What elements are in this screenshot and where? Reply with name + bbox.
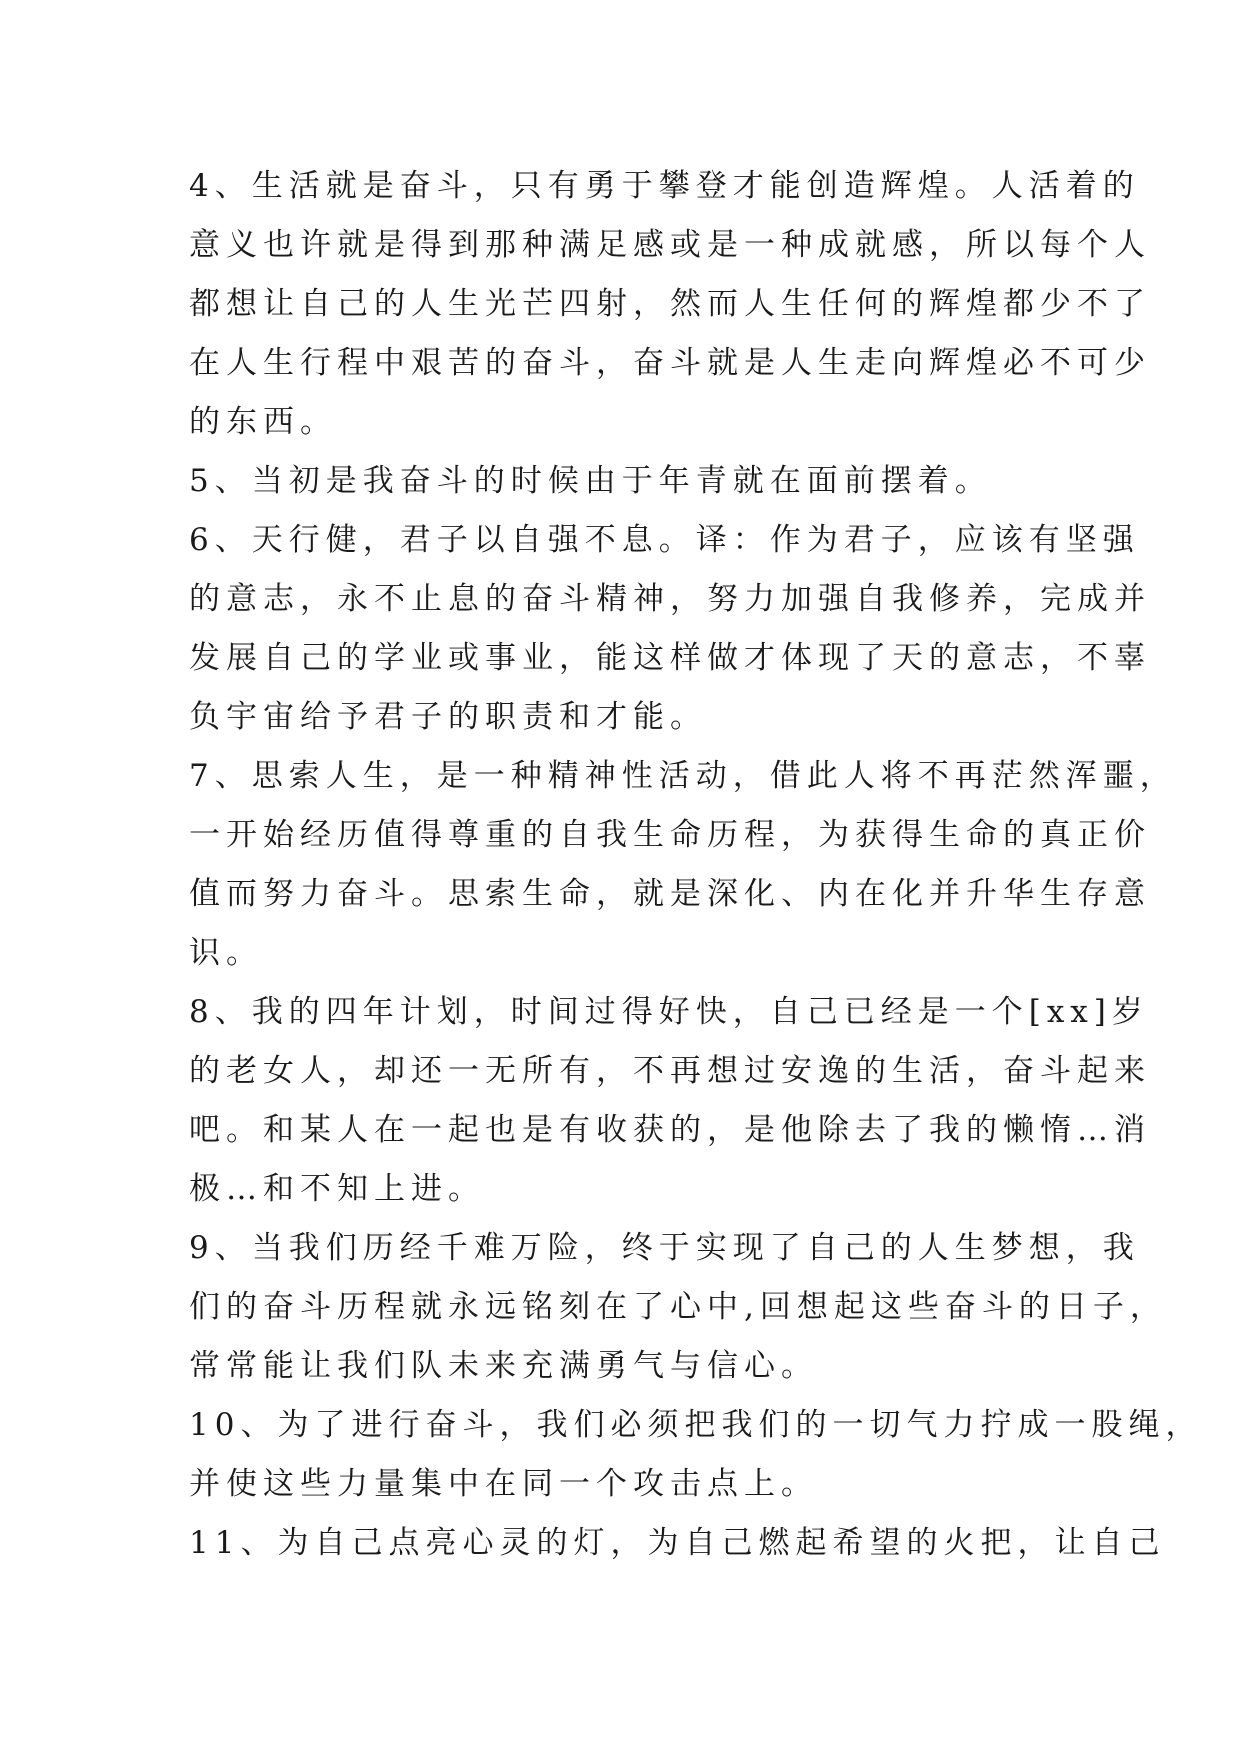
text-line: 8、我的四年计划，时间过得好快，自己已经是一个[xx]岁 xyxy=(189,994,1149,1030)
text-line: 的老女人，却还一无所有，不再想过安逸的生活，奋斗起来 xyxy=(189,1053,1151,1089)
text-line: 意义也许就是得到那种满足感或是一种成就感，所以每个人 xyxy=(189,227,1151,263)
text-line: 们的奋斗历程就永远铭刻在了心中,回想起这些奋斗的日子， xyxy=(189,1289,1167,1325)
text-line: 识。 xyxy=(189,935,263,971)
document-body xyxy=(189,157,1203,1573)
text-line: 值而努力奋斗。思索生命，就是深化、内在化并升华生存意 xyxy=(189,876,1151,912)
text-line: 6、天行健，君子以自强不息。译：作为君子，应该有坚强 xyxy=(189,522,1140,558)
text-line: 吧。和某人在一起也是有收获的，是他除去了我的懒惰…消 xyxy=(189,1112,1151,1148)
text-line: 发展自己的学业或事业，能这样做才体现了天的意志，不辜 xyxy=(189,640,1151,676)
text-line: 7、思索人生，是一种精神性活动，借此人将不再茫然浑噩， xyxy=(189,758,1177,794)
text-line: 10、为了进行奋斗，我们必须把我们的一切气力拧成一股绳， xyxy=(189,1407,1203,1443)
text-line: 4、生活就是奋斗，只有勇于攀登才能创造辉煌。人活着的 xyxy=(189,168,1140,204)
text-line: 负宇宙给予君子的职责和才能。 xyxy=(189,699,707,735)
text-line: 并使这些力量集中在同一个攻击点上。 xyxy=(189,1466,818,1502)
text-line: 11、为自己点亮心灵的灯，为自己燃起希望的火把，让自己 xyxy=(189,1525,1166,1561)
text-line: 常常能让我们队未来充满勇气与信心。 xyxy=(189,1348,818,1384)
text-line: 5、当初是我奋斗的时候由于年青就在面前摆着。 xyxy=(189,463,992,499)
text-line: 的意志，永不止息的奋斗精神，努力加强自我修养，完成并 xyxy=(189,581,1151,617)
text-line: 一开始经历值得尊重的自我生命历程，为获得生命的真正价 xyxy=(189,817,1151,853)
text-line: 的东西。 xyxy=(189,404,337,440)
text-line: 在人生行程中艰苦的奋斗，奋斗就是人生走向辉煌必不可少 xyxy=(189,345,1151,381)
text-line: 9、当我们历经千难万险，终于实现了自己的人生梦想，我 xyxy=(189,1230,1140,1266)
text-line: 极…和不知上进。 xyxy=(189,1171,485,1207)
text-line: 都想让自己的人生光芒四射，然而人生任何的辉煌都少不了 xyxy=(189,286,1151,322)
